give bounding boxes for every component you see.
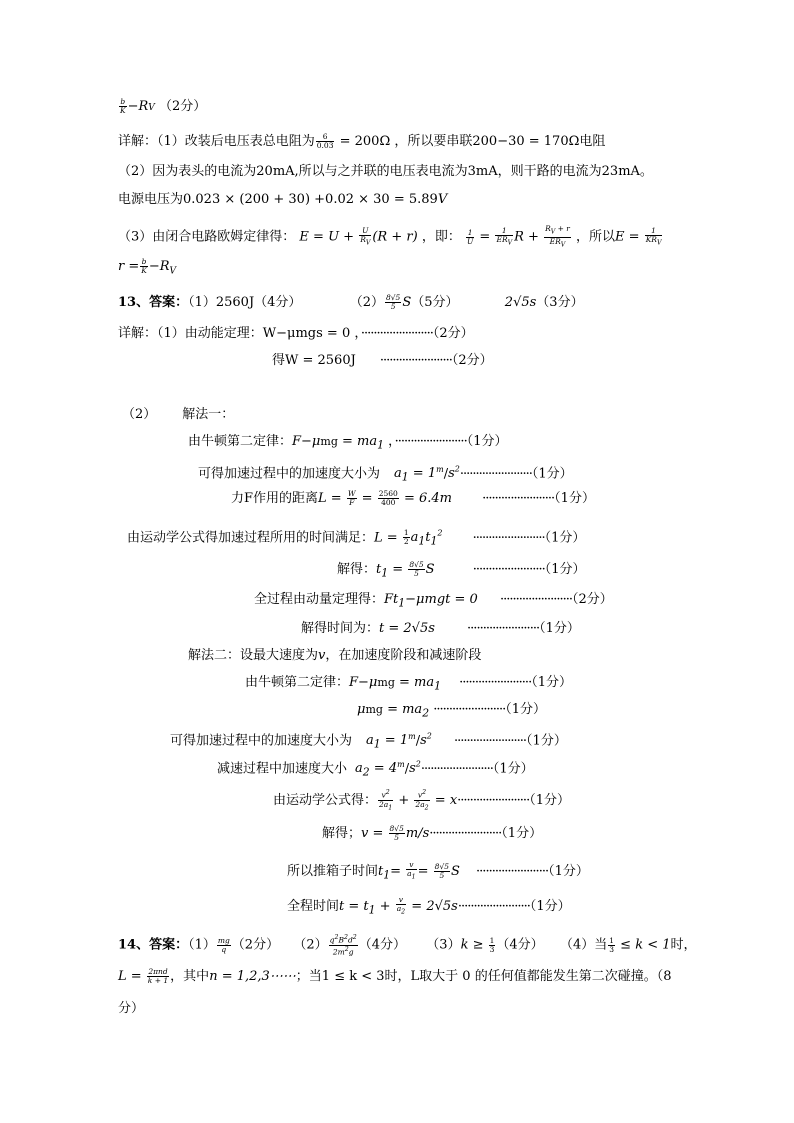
q12-r-line: r = $\frac{b}{K}$ $-R_V$ — [118, 257, 177, 277]
q13-m2-line4: 减速过程中加速度大小 $a_2 = 4^m/s^2\cdot\cdot\cdot\cdot\cdot\cdot\cdot\cdot\cdot\cdot\cdot\cdot\cdot\cdot\cdot\cdot\cdot\cdot\cdot\cdot\cdot\cdot\cdot(1$分） — [217, 760, 534, 779]
q13-m1-line5: 解得：$t_1$ = $\frac{8√5}{5}$ S ·······················（1分） — [337, 560, 586, 580]
q13-m2-line6: 解得；v = $\frac{8√5}{5}$ m/s·······················（1分） — [322, 824, 543, 842]
q12-detail-2b: 电源电压为0.023 × (200 + 30) +0.02 × 30 = 5.89V — [118, 192, 448, 207]
q13-method2-header: 解法二：设最大速度为v，在加速度阶段和减速阶段 — [188, 648, 482, 663]
q12-answer-line: $\frac{b}{K}$ −RV （2分） — [120, 97, 207, 115]
q13-detail-1: 详解：（1）由动能定理：W−μmgs = 0 ，·······················（2分） — [118, 326, 474, 341]
q13-detail-1b: 得W = 2560J ·······················（2分） — [272, 353, 493, 368]
q14-line3: 分） — [118, 1001, 145, 1016]
q13-m1-line7: 解得时间为：t = 2√5s ·······················（1分） — [301, 621, 580, 636]
q12-detail-1: 详解：（1）改装后电压表总电阻为 $\frac{6}{0.03}$ = 200Ω ，所以要串联200−30 = 170Ω电阻 — [118, 132, 606, 150]
q13-m1-line4: 由运动学公式得加速过程所用的时间满足：L = $\frac{1}{2}$ $a_1t_1^2 \cdot\cdot\cdot\cdot\cdot\cdot\cdot\cdot\cdot\cdot\cdot\cdot\cdot\cdot\cdot\cdot\cdot\cdot\cdot\cdot\cdot\cdot\cdot(1$分） — [127, 528, 586, 548]
q13-m1-line1: 由牛顿第二定律：$F-\mu mg = ma_1$ ，·······················（1分） — [188, 434, 508, 452]
q13-m1-line2: 可得加速过程中的加速度大小为 $a_1 = 1^m/s^2\cdot\cdot\cdot\cdot\cdot\cdot\cdot\cdot\cdot\cdot\cdot\cdot\cdot\cdot\cdot\cdot\cdot\cdot\cdot\cdot\cdot\cdot\cdot(1$分） — [198, 465, 573, 484]
q13-m2-line1: 由牛顿第二定律：$F-\mu mg = ma_1 \cdot\cdot\cdot\cdot\cdot\cdot\cdot\cdot\cdot\cdot\cdot\cdot\cdot\cdot\cdot\cdot\cdot\cdot\cdot\cdot\cdot\cdot\cdot(1$分） — [245, 675, 572, 693]
q13-answer-line: 13、答案：（1）2560J（4分） （2） $\frac{8√5}{5}$ S（5分） 2√5s（3分） — [118, 293, 584, 311]
q14-answer-line: 14、答案：（1） $\frac{mg}{q}$ （2分） （2） $\frac{q^2B^2d^2}{2m^2g}$ （4分） （3）k ≥ $\frac{1}{3}$ （4分） （4）当 $\frac{1}{3}$ ≤ k < 1时， — [118, 934, 697, 956]
q12-detail-3: （3）由闭合电路欧姆定律得： E = U + $\frac{U}{R_V}$ (R + r) ，即： $\frac{1}{U}$ = $\frac{1}{ER_V}$ R + $\frac{R_V + r}{ER_V}$ ，所以E = $\frac{1}{KR_V}$ — [118, 224, 662, 248]
q13-m2-line2: $\mu mg = ma_2 \cdot\cdot\cdot\cdot\cdot\cdot\cdot\cdot\cdot\cdot\cdot\cdot\cdot\cdot\cdot\cdot\cdot\cdot\cdot\cdot\cdot\cdot\cdot(1$分） — [357, 702, 547, 720]
q13-m2-line3: 可得加速过程中的加速度大小为 $a_1 = 1^m/s^2 \cdot\cdot\cdot\cdot\cdot\cdot\cdot\cdot\cdot\cdot\cdot\cdot\cdot\cdot\cdot\cdot\cdot\cdot\cdot\cdot\cdot\cdot\cdot(1$分） — [170, 732, 567, 751]
q13-m1-line3: 力F作用的距离L = $\frac{W}{F}$ = $\frac{2560}{400}$ = 6.4m ·······················（1分） — [231, 489, 595, 507]
q12-detail-2: （2）因为表头的电流为20mA,所以与之并联的电压表电流为3mA，则干路的电流为23mA。 — [118, 164, 653, 179]
q13-m2-line5: 由运动学公式得： $\frac{v^2}{2a_1}$ + $\frac{v^2}{2a_2}$ = x·······················（1分） — [273, 789, 570, 811]
q13-m1-line6: 全过程由动量定理得：$Ft_1-\mu mgt = 0 \cdot\cdot\cdot\cdot\cdot\cdot\cdot\cdot\cdot\cdot\cdot\cdot\cdot\cdot\cdot\cdot\cdot\cdot\cdot\cdot\cdot\cdot\cdot(2$分） — [254, 592, 613, 610]
q13-m2-line8: 全程时间$t = t_1$ + $\frac{v}{a_2}$ = 2√5s·······················（1分） — [287, 895, 571, 917]
q14-line2: L = $\frac{\text{2πnd}}{k + 1}$ ，其中n = 1,2,3⋯⋯；当1 ≤ k < 3时，L取大于 0 的任何值都能发生第二次碰撞。（8 — [118, 967, 672, 985]
q13-m2-line7: 所以推箱子时间$t_1=$ $\frac{v}{a_1}$ = $\frac{8√5}{5}$ S ·······················（1分） — [287, 860, 589, 882]
q13-part2-header: （2） 解法一： — [122, 407, 235, 422]
